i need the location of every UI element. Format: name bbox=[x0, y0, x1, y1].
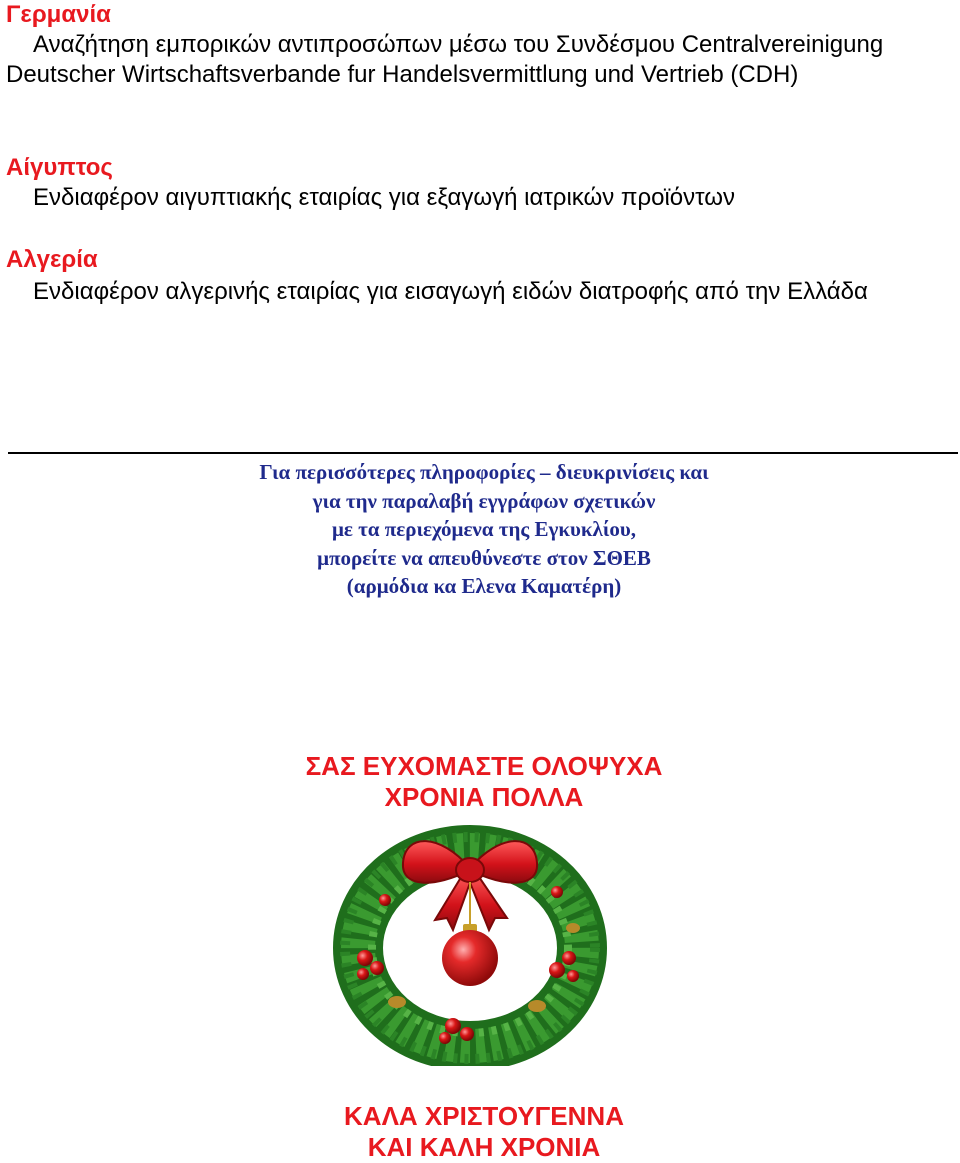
info-line-5: (αρμόδια κα Ελενα Καματέρη) bbox=[346, 574, 622, 598]
greeting-bottom-line-1: ΚΑΛΑ ΧΡΙΣΤΟΥΓΕΝΝΑ bbox=[344, 1101, 624, 1131]
info-line-1: Για περισσότερες πληροφορίες – διευκρινίσεις και bbox=[259, 460, 709, 484]
contact-info-block bbox=[0, 458, 960, 601]
description-egypt: Ενδιαφέρον αιγυπτιακής εταιρίας για εξαγωγή ιατρικών προϊόντων bbox=[33, 184, 736, 211]
description-algeria: Ενδιαφέρον αλγερινής εταιρίας για εισαγωγή ειδών διατροφής από την Ελλάδα bbox=[33, 278, 868, 305]
christmas-wreath-icon bbox=[325, 808, 615, 1066]
greeting-top-line-1: ΣΑΣ ΕΥΧΟΜΑΣΤΕ ΟΛΟΨΥΧΑ bbox=[305, 751, 663, 781]
info-line-4: μπορείτε να απευθύνεστε στον ΣΘΕΒ bbox=[317, 545, 651, 570]
description-germany: Αναζήτηση εμπορικών αντιπροσώπων μέσω του Συνδέσμου Centralvereinigung Deutscher Wirtschaftsverbande fur Handelsvermittlung und Vertrieb (CDH) bbox=[6, 31, 884, 88]
greeting-bottom bbox=[0, 1101, 960, 1163]
country-heading-germany: Γερμανία bbox=[6, 1, 111, 28]
section-divider bbox=[8, 452, 958, 454]
info-line-3: με τα περιεχόμενα της Εγκυκλίου, bbox=[331, 517, 637, 541]
greeting-top bbox=[0, 751, 960, 813]
greeting-bottom-line-2: ΚΑΙ ΚΑΛΗ ΧΡΟΝΙΑ bbox=[367, 1132, 601, 1162]
info-line-2: για την παραλαβή εγγράφων σχετικών bbox=[312, 488, 656, 513]
country-heading-egypt: Αίγυπτος bbox=[6, 154, 113, 181]
country-heading-algeria: Αλγερία bbox=[6, 246, 98, 273]
greeting-top-line-2: ΧΡΟΝΙΑ ΠΟΛΛΑ bbox=[384, 782, 584, 812]
